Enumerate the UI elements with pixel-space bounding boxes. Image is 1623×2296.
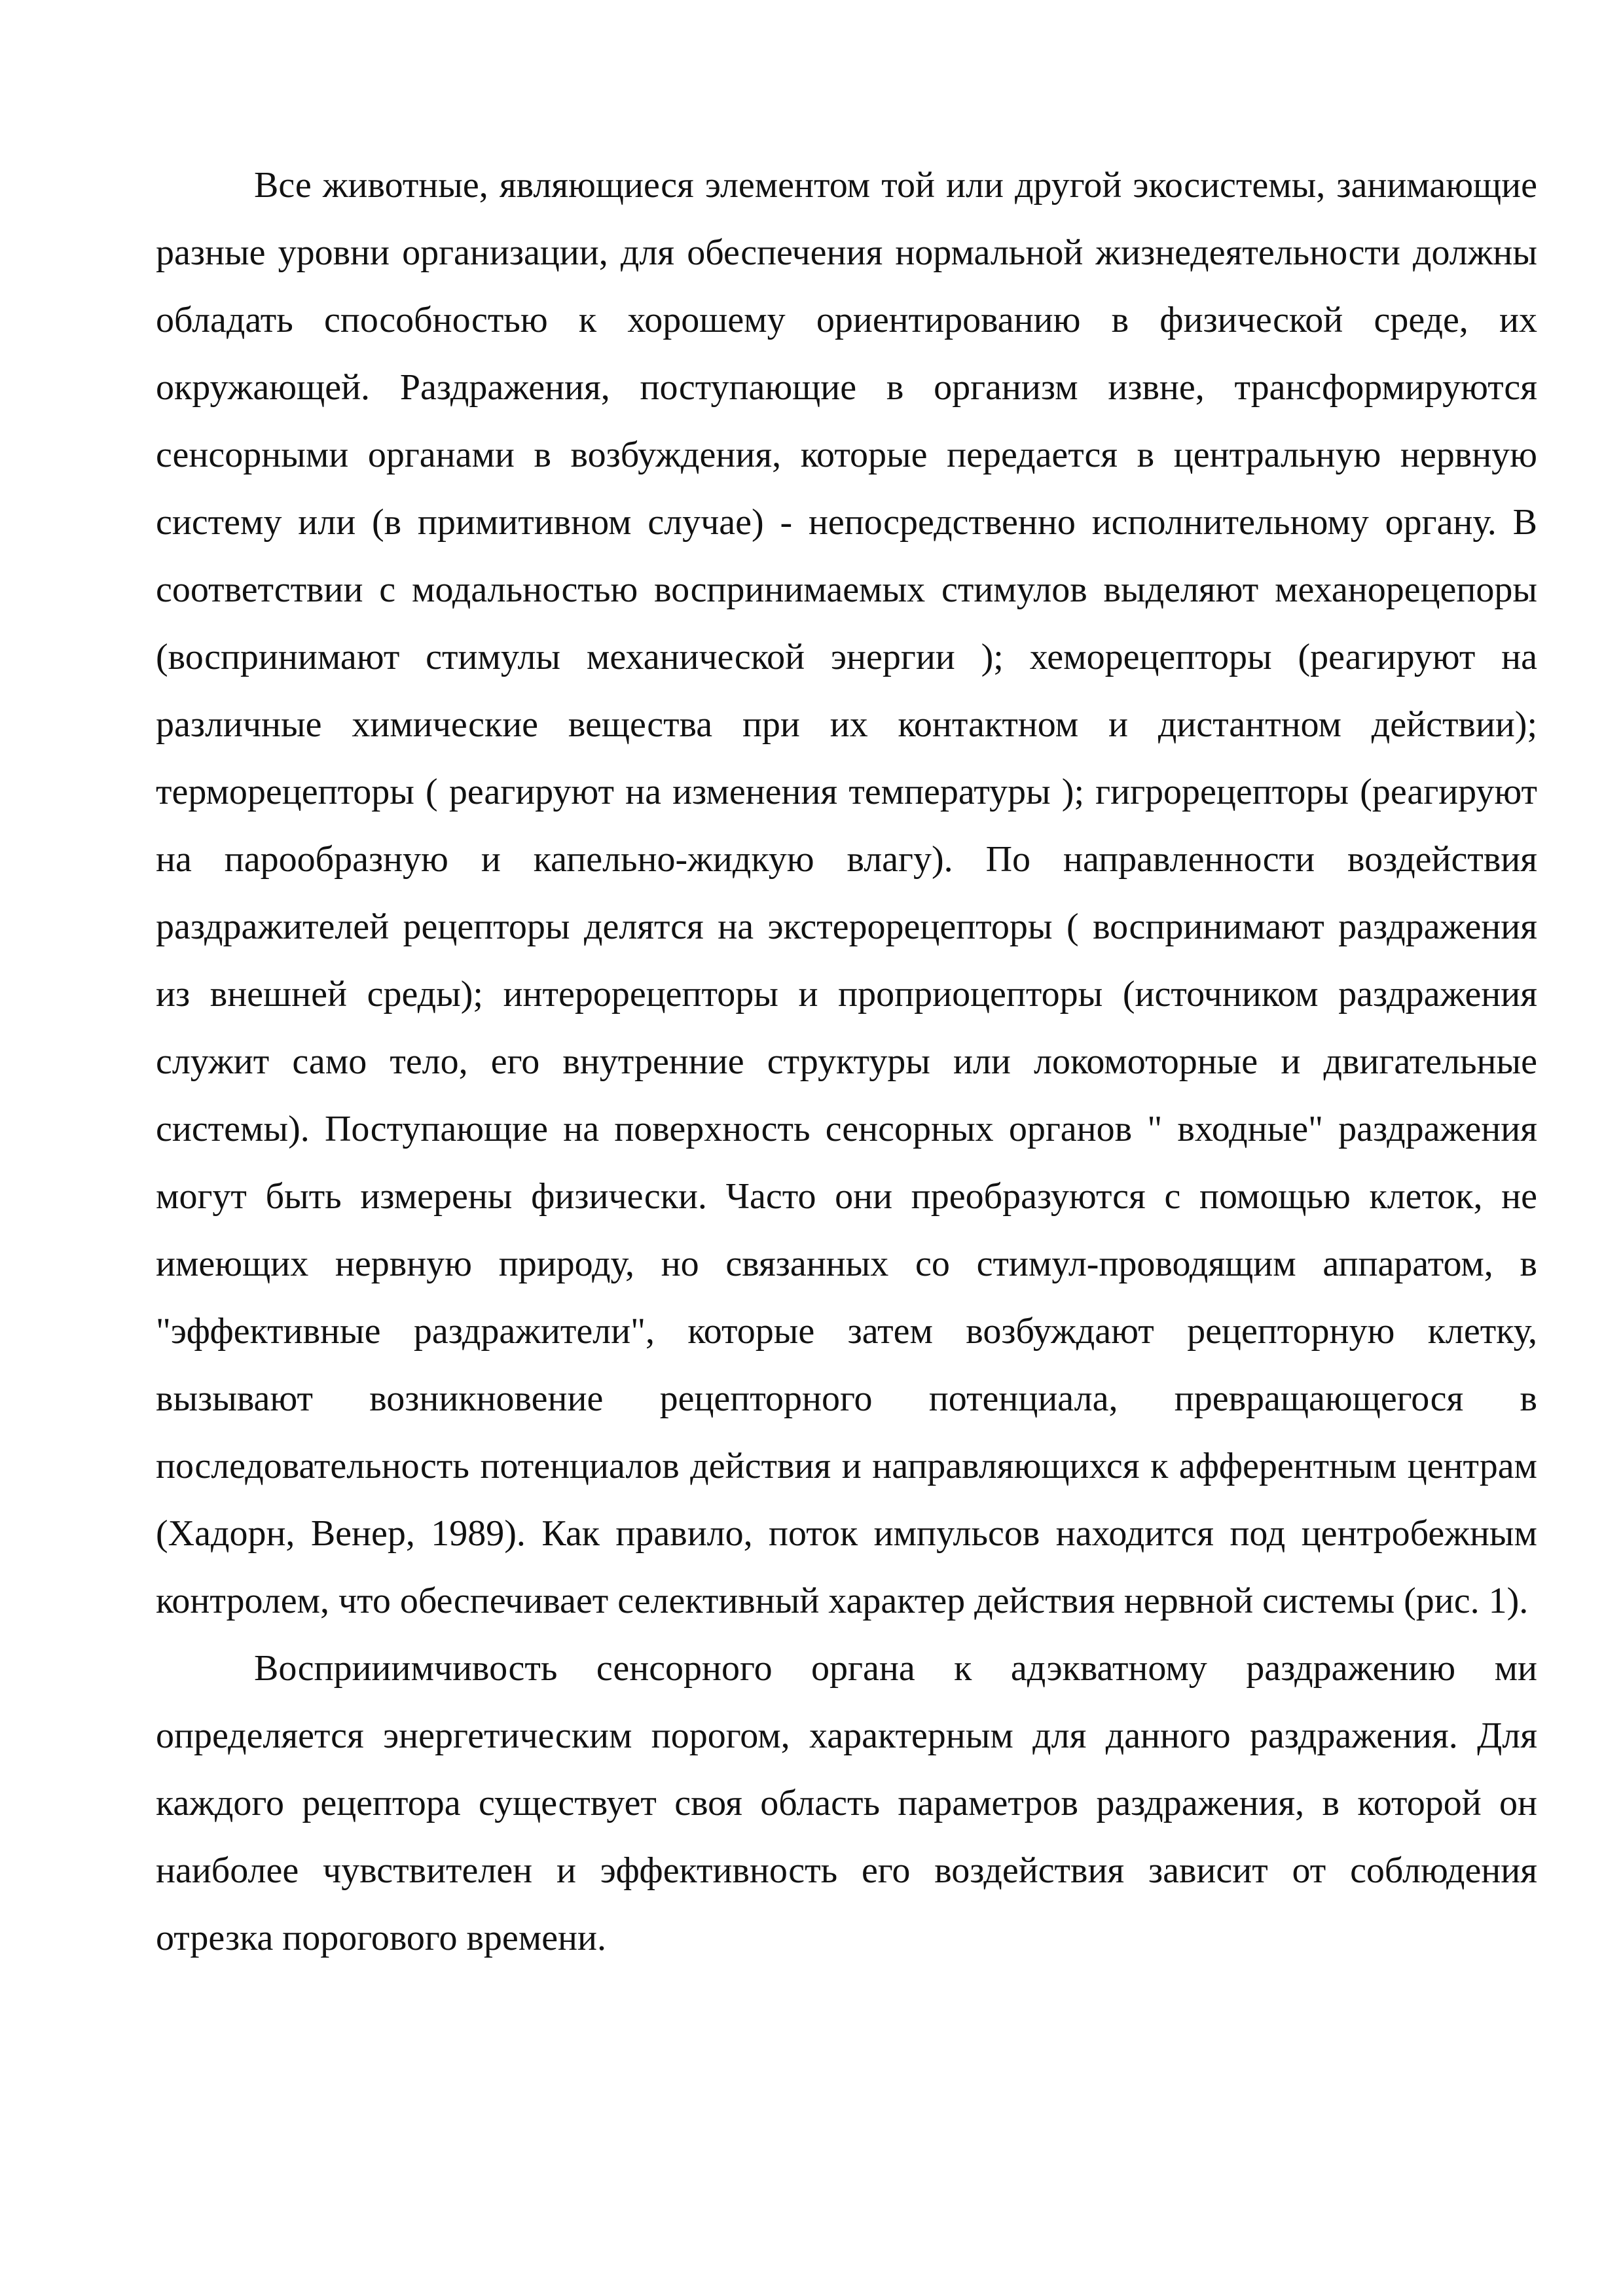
paragraph-2: Восприиимчивость сенсорного органа к адэкватному раздражению ми определяется энергетическим порогом, характерным для данного раздражения. Для каждого рецептора существует своя область параметров раздражения, в которой он наиболее чувствителен и эффективность его воздействия зависит от соблюдения отрезка порогового времени. (156, 1648, 1537, 1958)
body-text (156, 152, 1537, 1972)
paragraph-1: Все животные, являющиеся элементом той или другой экосистемы, занимающие разные уровни организации, для обеспечения нормальной жизнедеятельности должны обладать способностью к хорошему ориентированию в физической среде, их окружающей. Раздражения, поступающие в организм извне, трансформируются сенсорными органами в возбуждения, которые передается в центральную нервную систему или (в примитивном случае) - непосредственно исполнительному органу. В соответствии с модальностью воспринимаемых стимулов выделяют механорецепоры (воспринимают стимулы механической энергии ); хеморецепторы (реагируют на различные химические вещества при их контактном и дистантном действии); терморецепторы ( реагируют на изменения температуры ); гигрорецепторы (реагируют на парообразную и капельно-жидкую влагу). По направленности воздействия раздражителей рецепторы делятся на экстерорецепторы ( воспринимают раздражения из внешней среды); интерорецепторы и проприоцепторы (источником раздражения служит само тело, его внутренние структуры или локомоторные и двигательные системы). Поступающие на поверхность сенсорных органов " входные" раздражения могут быть измерены физически. Часто они преобразуются с помощью клеток, не имеющих нервную природу, но связанных со стимул-проводящим аппаратом, в "эффективные раздражители", которые затем возбуждают рецепторную клетку, вызывают возникновение рецепторного потенциала, превращающегося в последовательность потенциалов действия и направляющихся к афферентным центрам (Хадорн, Венер, 1989). Как правило, поток импульсов находится под центробежным контролем, что обеспечивает селективный характер действия нервной системы (рис. 1). (156, 165, 1537, 1621)
